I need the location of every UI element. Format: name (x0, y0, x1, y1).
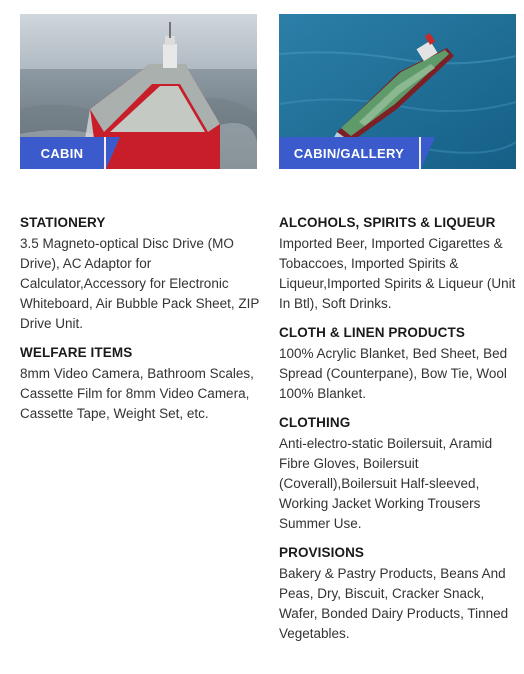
section-text: 3.5 Magneto-optical Disc Drive (MO Drive), AC Adaptor for Calculator,Accessory for Electronic Whiteboard, Air Bubble Pack Sheet, ZIP Drive Unit. (20, 236, 260, 331)
section-title: PROVISIONS (279, 545, 365, 560)
welfare-items-section (20, 344, 260, 424)
cloth-linen-section (279, 324, 519, 404)
section-title: STATIONERY (20, 215, 106, 230)
tag-corner-icon (106, 137, 120, 169)
cabin-gallery-card[interactable] (279, 14, 516, 169)
cabin-card[interactable] (20, 14, 257, 169)
section-text: Bakery & Pastry Products, Beans And Peas, Dry, Biscuit, Cracker Snack, Wafer, Bonded Dairy Products, Tinned Vegetables. (279, 566, 509, 641)
left-column (20, 214, 260, 434)
section-text: 100% Acrylic Blanket, Bed Sheet, Bed Spread (Counterpane), Bow Tie, Wool 100% Blanket. (279, 346, 508, 401)
section-text: 8mm Video Camera, Bathroom Scales, Cassette Film for 8mm Video Camera, Cassette Tape, Weight Set, etc. (20, 366, 254, 421)
right-column (279, 214, 519, 654)
section-title: CLOTH & LINEN PRODUCTS (279, 325, 465, 340)
tag-corner-icon (421, 137, 435, 169)
cabin-tag[interactable] (20, 137, 120, 169)
alcohols-section (279, 214, 519, 314)
section-title: WELFARE ITEMS (20, 345, 133, 360)
clothing-section (279, 414, 519, 534)
provisions-section (279, 544, 519, 644)
cabin-gallery-tag-label: CABIN/GALLERY (279, 137, 419, 169)
section-text: Imported Beer, Imported Cigarettes & Tobaccoes, Imported Spirits & Liqueur,Imported Spirits & Liqueur (Unit In Btl), Soft Drinks. (279, 236, 516, 311)
section-title: CLOTHING (279, 415, 351, 430)
stationery-section (20, 214, 260, 334)
cabin-tag-label: CABIN (20, 137, 104, 169)
section-text: Anti-electro-static Boilersuit, Aramid Fibre Gloves, Boilersuit (Coverall),Boilersuit Half-sleeved, Working Jacket Working Trousers Summer Use. (279, 436, 493, 531)
cabin-gallery-tag[interactable] (279, 137, 435, 169)
section-title: ALCOHOLS, SPIRITS & LIQUEUR (279, 215, 496, 230)
